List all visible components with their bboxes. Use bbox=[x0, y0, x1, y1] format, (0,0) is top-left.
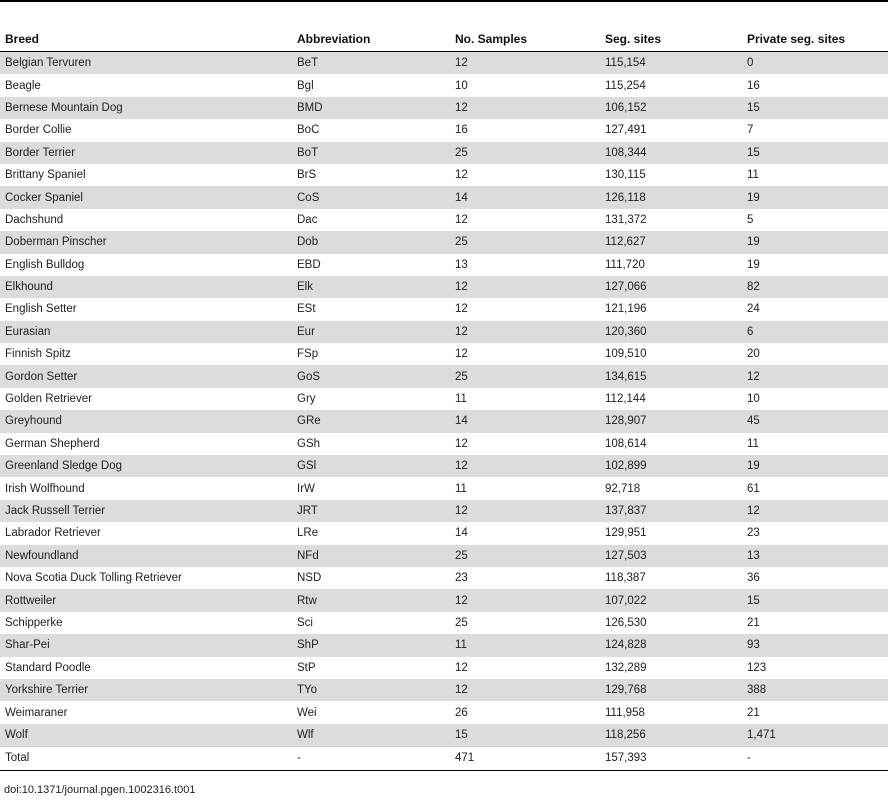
cell-breed: Rottweiler bbox=[0, 589, 292, 611]
cell-private-seg-sites: 15 bbox=[742, 97, 888, 119]
cell-no-samples: 12 bbox=[455, 213, 468, 226]
cell-no-samples: 23 bbox=[455, 572, 468, 585]
cell-breed: Border Terrier bbox=[0, 142, 292, 164]
table-row bbox=[0, 74, 888, 96]
doi-caption: doi:10.1371/journal.pgen.1002316.t001 bbox=[4, 784, 196, 796]
cell-breed: Belgian Tervuren bbox=[0, 52, 292, 75]
cell-abbreviation: GSl bbox=[292, 455, 450, 477]
cell-private-seg-sites: 93 bbox=[742, 634, 888, 656]
cell-seg-sites: 127,491 bbox=[605, 124, 647, 137]
cell-breed: Yorkshire Terrier bbox=[0, 679, 292, 701]
cell-private-seg-sites: 7 bbox=[747, 124, 754, 137]
cell-abbreviation: BMD bbox=[292, 97, 450, 119]
table-row bbox=[0, 388, 888, 410]
cell-breed: Dachshund bbox=[5, 213, 64, 226]
cell-private-seg-sites: 36 bbox=[747, 572, 760, 585]
cell-no-samples: 12 bbox=[450, 679, 600, 701]
cell-abbreviation: ESt bbox=[297, 303, 316, 316]
breed-table bbox=[0, 27, 888, 771]
cell-abbreviation: - bbox=[292, 747, 450, 770]
cell-breed: Newfoundland bbox=[0, 545, 292, 567]
table-row bbox=[0, 522, 888, 544]
cell-abbreviation: NFd bbox=[292, 545, 450, 567]
cell-breed: Wolf bbox=[0, 724, 292, 747]
table-row bbox=[0, 589, 888, 611]
cell-seg-sites: 130,115 bbox=[605, 169, 646, 182]
cell-breed: Elkhound bbox=[0, 276, 292, 298]
cell-seg-sites: 112,144 bbox=[605, 393, 646, 406]
cell-seg-sites: 137,837 bbox=[600, 500, 742, 522]
cell-breed: Labrador Retriever bbox=[5, 527, 101, 540]
cell-seg-sites: 112,627 bbox=[600, 231, 742, 253]
cell-no-samples: 12 bbox=[450, 321, 600, 343]
cell-abbreviation: EBD bbox=[297, 258, 321, 271]
cell-breed: Border Collie bbox=[5, 124, 72, 137]
cell-abbreviation: Dob bbox=[292, 231, 450, 253]
cell-seg-sites: 134,615 bbox=[600, 365, 742, 387]
cell-abbreviation: Dac bbox=[297, 213, 318, 226]
cell-private-seg-sites: 388 bbox=[742, 679, 888, 701]
cell-private-seg-sites: 19 bbox=[747, 258, 760, 271]
cell-abbreviation: GoS bbox=[292, 365, 450, 387]
table-row bbox=[0, 186, 888, 208]
table-row bbox=[0, 634, 888, 656]
cell-no-samples: 25 bbox=[450, 365, 600, 387]
cell-private-seg-sites: 11 bbox=[747, 437, 759, 450]
cell-abbreviation: StP bbox=[297, 661, 316, 674]
cell-seg-sites: 115,254 bbox=[605, 79, 646, 92]
cell-breed: German Shepherd bbox=[5, 437, 100, 450]
cell-no-samples: 15 bbox=[450, 724, 600, 747]
cell-abbreviation: Wlf bbox=[292, 724, 450, 747]
cell-private-seg-sites: 12 bbox=[742, 365, 888, 387]
cell-abbreviation: NSD bbox=[297, 572, 322, 585]
cell-private-seg-sites: 82 bbox=[742, 276, 888, 298]
cell-seg-sites: 108,344 bbox=[600, 142, 742, 164]
table-row bbox=[0, 97, 888, 119]
cell-no-samples: 25 bbox=[450, 545, 600, 567]
cell-breed: Standard Poodle bbox=[5, 661, 91, 674]
cell-private-seg-sites: 1,471 bbox=[742, 724, 888, 747]
table-row bbox=[0, 500, 888, 522]
cell-no-samples: 14 bbox=[455, 527, 468, 540]
table-row bbox=[0, 545, 888, 567]
cell-abbreviation: ShP bbox=[292, 634, 450, 656]
cell-breed: Irish Wolfhound bbox=[5, 482, 85, 495]
cell-abbreviation: GRe bbox=[292, 410, 450, 432]
cell-abbreviation: Bgl bbox=[297, 79, 314, 92]
cell-seg-sites: 118,256 bbox=[600, 724, 742, 747]
table-row bbox=[0, 701, 888, 723]
cell-abbreviation: Rtw bbox=[292, 589, 450, 611]
cell-no-samples: 12 bbox=[450, 52, 600, 75]
cell-abbreviation: CoS bbox=[292, 186, 450, 208]
cell-no-samples: 14 bbox=[450, 410, 600, 432]
cell-breed: English Bulldog bbox=[5, 258, 85, 271]
cell-no-samples: 471 bbox=[450, 747, 600, 770]
table-total-row bbox=[0, 747, 888, 770]
cell-no-samples: 12 bbox=[455, 169, 468, 182]
cell-no-samples: 26 bbox=[455, 706, 468, 719]
cell-no-samples: 12 bbox=[455, 437, 468, 450]
cell-private-seg-sites: 123 bbox=[747, 661, 767, 674]
cell-seg-sites: 108,614 bbox=[605, 437, 647, 450]
cell-seg-sites: 102,899 bbox=[600, 455, 742, 477]
cell-seg-sites: 115,154 bbox=[600, 52, 742, 75]
table-row bbox=[0, 567, 888, 589]
cell-no-samples: 12 bbox=[450, 500, 600, 522]
cell-no-samples: 12 bbox=[455, 303, 468, 316]
cell-breed: Total bbox=[0, 747, 292, 770]
table-body bbox=[0, 52, 888, 771]
cell-abbreviation: BrS bbox=[297, 169, 317, 182]
cell-no-samples: 12 bbox=[450, 276, 600, 298]
cell-private-seg-sites: 5 bbox=[747, 213, 754, 226]
cell-private-seg-sites: - bbox=[742, 747, 888, 770]
cell-seg-sites: 129,951 bbox=[605, 527, 647, 540]
cell-breed: Weimaraner bbox=[5, 706, 68, 719]
cell-abbreviation: BeT bbox=[292, 52, 450, 75]
cell-breed: Greenland Sledge Dog bbox=[0, 455, 292, 477]
cell-private-seg-sites: 24 bbox=[747, 303, 760, 316]
cell-private-seg-sites: 61 bbox=[747, 482, 760, 495]
cell-seg-sites: 126,118 bbox=[600, 186, 742, 208]
cell-breed: Beagle bbox=[5, 79, 41, 92]
cell-breed: Cocker Spaniel bbox=[0, 186, 292, 208]
table-row bbox=[0, 209, 888, 231]
cell-abbreviation: TYo bbox=[292, 679, 450, 701]
cell-breed: Jack Russell Terrier bbox=[0, 500, 292, 522]
cell-private-seg-sites: 11 bbox=[747, 169, 759, 182]
cell-abbreviation: Sci bbox=[297, 616, 313, 629]
cell-seg-sites: 106,152 bbox=[600, 97, 742, 119]
cell-no-samples: 12 bbox=[450, 97, 600, 119]
cell-private-seg-sites: 0 bbox=[742, 52, 888, 75]
table-row bbox=[0, 343, 888, 365]
cell-no-samples: 13 bbox=[455, 258, 468, 271]
cell-seg-sites: 157,393 bbox=[600, 747, 742, 770]
cell-abbreviation: BoC bbox=[297, 124, 320, 137]
cell-private-seg-sites: 10 bbox=[747, 393, 760, 406]
cell-breed: Schipperke bbox=[5, 616, 63, 629]
header-no-samples: No. Samples bbox=[450, 27, 600, 52]
cell-private-seg-sites: 19 bbox=[742, 231, 888, 253]
table-row bbox=[0, 455, 888, 477]
cell-breed: Gordon Setter bbox=[0, 365, 292, 387]
table-row bbox=[0, 724, 888, 747]
cell-abbreviation: IrW bbox=[297, 482, 315, 495]
cell-no-samples: 14 bbox=[450, 186, 600, 208]
cell-no-samples: 12 bbox=[450, 589, 600, 611]
cell-private-seg-sites: 15 bbox=[742, 142, 888, 164]
table-row bbox=[0, 119, 888, 141]
cell-seg-sites: 92,718 bbox=[605, 482, 641, 495]
cell-private-seg-sites: 19 bbox=[742, 455, 888, 477]
table-header-row bbox=[0, 27, 888, 52]
top-rule bbox=[0, 0, 888, 2]
cell-seg-sites: 132,289 bbox=[605, 661, 647, 674]
cell-private-seg-sites: 19 bbox=[742, 186, 888, 208]
table-row bbox=[0, 298, 888, 320]
cell-seg-sites: 124,828 bbox=[600, 634, 742, 656]
header-abbreviation: Abbreviation bbox=[292, 27, 450, 52]
cell-private-seg-sites: 13 bbox=[742, 545, 888, 567]
cell-abbreviation: FSp bbox=[297, 348, 319, 361]
cell-seg-sites: 109,510 bbox=[605, 348, 647, 361]
cell-seg-sites: 107,022 bbox=[600, 589, 742, 611]
cell-no-samples: 16 bbox=[455, 124, 468, 137]
cell-private-seg-sites: 15 bbox=[742, 589, 888, 611]
table-row bbox=[0, 276, 888, 298]
cell-seg-sites: 118,387 bbox=[605, 572, 646, 585]
cell-seg-sites: 111,958 bbox=[605, 706, 645, 719]
table-row bbox=[0, 254, 888, 276]
cell-no-samples: 12 bbox=[455, 348, 468, 361]
cell-no-samples: 25 bbox=[455, 616, 468, 629]
header-private-seg-sites: Private seg. sites bbox=[742, 27, 888, 52]
cell-breed: English Setter bbox=[5, 303, 77, 316]
cell-no-samples: 11 bbox=[455, 482, 467, 495]
cell-no-samples: 11 bbox=[450, 634, 600, 656]
cell-abbreviation: LRe bbox=[297, 527, 319, 540]
cell-abbreviation: GSh bbox=[297, 437, 321, 450]
table-row bbox=[0, 657, 888, 679]
cell-breed: Finnish Spitz bbox=[5, 348, 71, 361]
header-seg-sites: Seg. sites bbox=[600, 27, 742, 52]
cell-no-samples: 25 bbox=[450, 231, 600, 253]
cell-breed: Shar-Pei bbox=[0, 634, 292, 656]
cell-no-samples: 10 bbox=[455, 79, 468, 92]
table-row bbox=[0, 164, 888, 186]
cell-seg-sites: 126,530 bbox=[605, 616, 647, 629]
cell-abbreviation: Eur bbox=[292, 321, 450, 343]
cell-abbreviation: Gry bbox=[297, 393, 316, 406]
cell-no-samples: 11 bbox=[455, 393, 467, 406]
cell-private-seg-sites: 6 bbox=[742, 321, 888, 343]
cell-abbreviation: Wei bbox=[297, 706, 317, 719]
cell-private-seg-sites: 16 bbox=[747, 79, 760, 92]
cell-breed: Greyhound bbox=[0, 410, 292, 432]
cell-no-samples: 25 bbox=[450, 142, 600, 164]
table-row bbox=[0, 433, 888, 455]
table-row bbox=[0, 679, 888, 701]
cell-breed: Bernese Mountain Dog bbox=[0, 97, 292, 119]
header-breed: Breed bbox=[0, 27, 292, 52]
cell-abbreviation: BoT bbox=[292, 142, 450, 164]
table-row bbox=[0, 142, 888, 164]
table-row bbox=[0, 365, 888, 387]
cell-seg-sites: 127,503 bbox=[600, 545, 742, 567]
cell-seg-sites: 129,768 bbox=[600, 679, 742, 701]
table-row bbox=[0, 321, 888, 343]
table-row bbox=[0, 477, 888, 499]
cell-private-seg-sites: 45 bbox=[742, 410, 888, 432]
cell-private-seg-sites: 20 bbox=[747, 348, 760, 361]
cell-breed: Brittany Spaniel bbox=[5, 169, 86, 182]
cell-private-seg-sites: 21 bbox=[747, 616, 760, 629]
cell-seg-sites: 127,066 bbox=[600, 276, 742, 298]
cell-seg-sites: 111,720 bbox=[605, 258, 645, 271]
cell-seg-sites: 120,360 bbox=[600, 321, 742, 343]
table-row bbox=[0, 410, 888, 432]
cell-seg-sites: 128,907 bbox=[600, 410, 742, 432]
cell-no-samples: 12 bbox=[450, 455, 600, 477]
cell-breed: Doberman Pinscher bbox=[0, 231, 292, 253]
cell-private-seg-sites: 12 bbox=[742, 500, 888, 522]
cell-no-samples: 12 bbox=[455, 661, 468, 674]
cell-private-seg-sites: 21 bbox=[747, 706, 760, 719]
cell-abbreviation: Elk bbox=[292, 276, 450, 298]
table-row bbox=[0, 612, 888, 634]
table-row bbox=[0, 52, 888, 75]
cell-breed: Nova Scotia Duck Tolling Retriever bbox=[5, 572, 182, 585]
cell-seg-sites: 121,196 bbox=[605, 303, 647, 316]
cell-private-seg-sites: 23 bbox=[747, 527, 760, 540]
cell-seg-sites: 131,372 bbox=[605, 213, 647, 226]
cell-breed: Eurasian bbox=[0, 321, 292, 343]
cell-abbreviation: JRT bbox=[292, 500, 450, 522]
cell-breed: Golden Retriever bbox=[5, 393, 92, 406]
table-row bbox=[0, 231, 888, 253]
